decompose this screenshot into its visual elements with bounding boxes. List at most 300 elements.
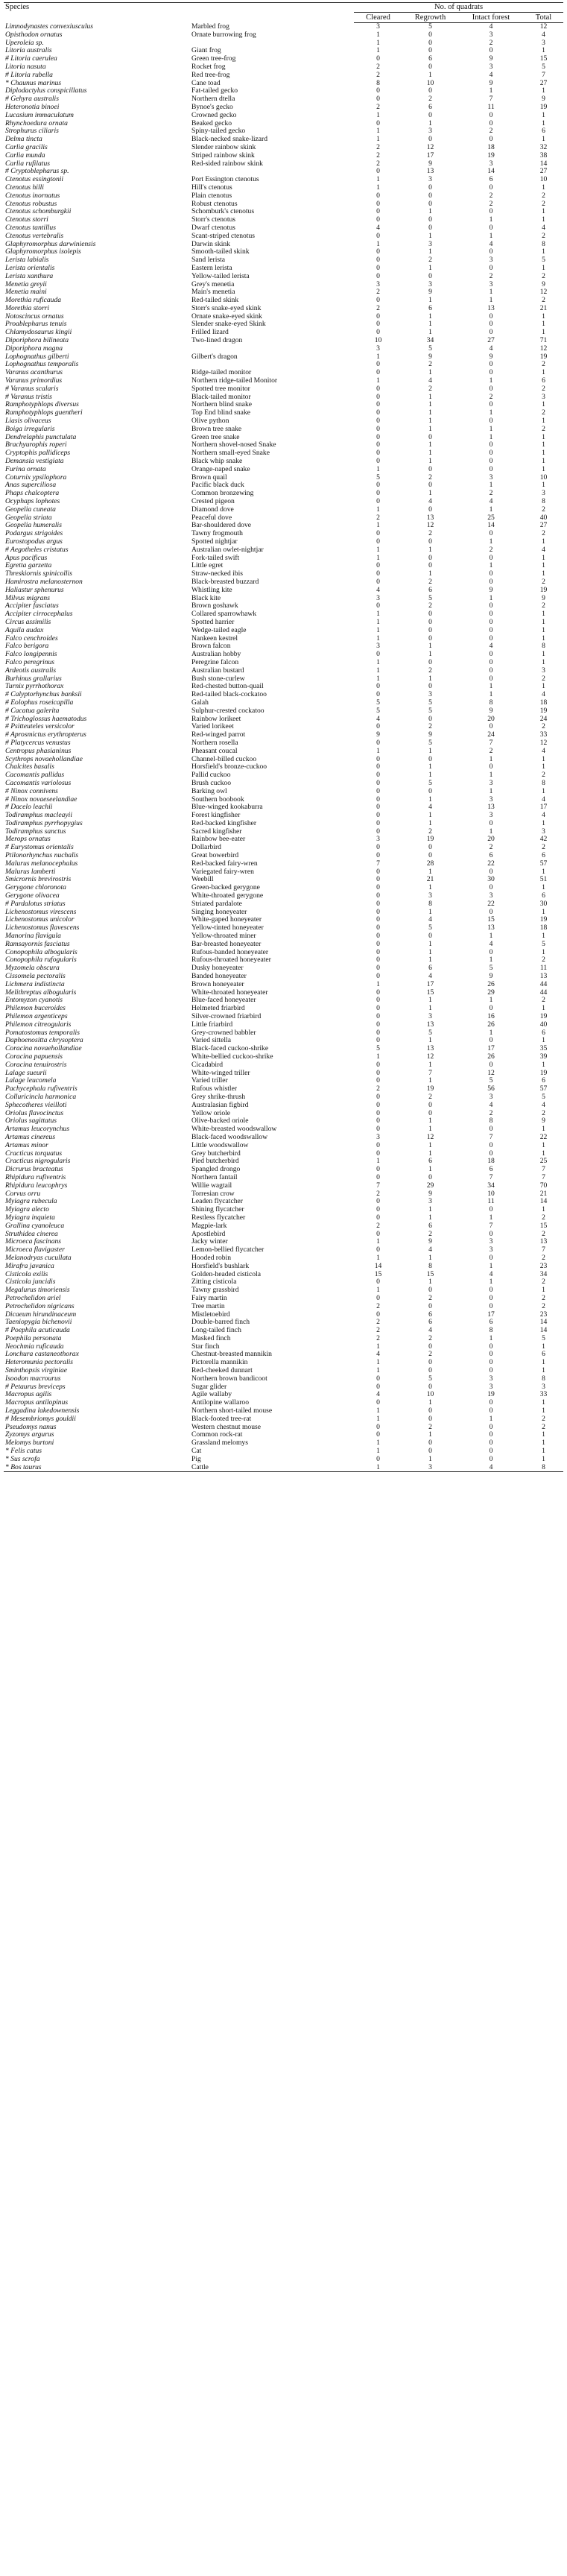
species-name: Dicaeum hirundinaceum [5, 1310, 77, 1319]
regrowth-count: 2 [428, 473, 432, 482]
cleared-count: 0 [376, 956, 380, 965]
common-name: Red-winged parrot [191, 731, 246, 739]
table-row [4, 1214, 563, 1222]
cleared-count: 0 [376, 1109, 380, 1117]
table-row [4, 1061, 563, 1070]
total-count: 2 [542, 1415, 545, 1423]
total-count: 13 [539, 973, 548, 981]
regrowth-count: 3 [428, 240, 432, 248]
regrowth-count: 0 [428, 634, 432, 643]
cleared-count: 1 [376, 1238, 380, 1246]
regrowth-count: 5 [428, 22, 432, 31]
intact-forest-count: 8 [489, 698, 493, 707]
species-name: Morethia ruficauda [5, 297, 62, 305]
common-name: Grey shrike-thrush [191, 1093, 246, 1101]
regrowth-count: 1 [428, 1077, 432, 1085]
intact-forest-count: 26 [487, 980, 495, 988]
total-count: 2 [542, 530, 545, 538]
table-row [4, 932, 563, 941]
cleared-count: 0 [376, 1278, 380, 1287]
cleared-count: 0 [376, 900, 380, 908]
cleared-count: 0 [376, 1198, 380, 1206]
intact-forest-count: 29 [487, 988, 495, 997]
cleared-count: 1 [376, 675, 380, 683]
regrowth-count: 1 [428, 1037, 432, 1045]
total-count: 8 [542, 240, 545, 248]
common-name: Forest kingfisher [191, 812, 241, 820]
table-row [4, 562, 563, 570]
total-count: 5 [542, 63, 545, 71]
intact-forest-count: 1 [489, 482, 493, 490]
regrowth-count: 1 [428, 997, 432, 1005]
total-count: 18 [539, 924, 548, 932]
table-row [4, 1093, 563, 1102]
table-row [4, 409, 563, 417]
common-name: Northern small-eyed Snake [191, 449, 270, 458]
common-name: Black kite [191, 594, 221, 602]
species-name: Menetia greyii [5, 280, 47, 288]
table-row [4, 578, 563, 587]
total-count: 12 [539, 739, 548, 747]
cleared-count: 0 [376, 948, 380, 956]
table-row [4, 1013, 563, 1021]
regrowth-count: 34 [426, 337, 434, 345]
table-row [4, 731, 563, 739]
total-count: 14 [539, 1198, 548, 1206]
cleared-count: 0 [376, 1455, 380, 1463]
common-name: Black-faced cuckoo-shrike [191, 1045, 269, 1053]
intact-forest-count: 0 [489, 1061, 493, 1069]
total-count: 1 [542, 1455, 545, 1463]
cleared-count: 3 [376, 280, 380, 288]
species-name: # Ninox novaeseelandiae [5, 795, 77, 804]
intact-forest-count: 0 [489, 1448, 493, 1456]
regrowth-count: 0 [428, 433, 432, 441]
regrowth-count: 9 [428, 160, 432, 168]
intact-forest-count: 13 [487, 924, 495, 932]
cleared-count: 0 [376, 997, 380, 1005]
regrowth-count: 2 [428, 827, 432, 836]
cleared-count: 1 [376, 1342, 380, 1351]
cleared-count: 1 [376, 31, 380, 39]
table-row [4, 329, 563, 337]
intact-forest-count: 15 [487, 916, 495, 924]
cleared-count: 1 [376, 610, 380, 619]
table-row [4, 965, 563, 973]
cleared-count: 0 [376, 482, 380, 490]
species-name: Ctenotus vertebralis [5, 232, 64, 240]
table-row [4, 659, 563, 667]
cleared-count: 0 [376, 988, 380, 997]
table-row [4, 72, 563, 80]
table-row [4, 844, 563, 852]
common-name: Zitting cisticola [191, 1278, 237, 1287]
cleared-count: 8 [376, 79, 380, 87]
cleared-count: 1 [376, 183, 380, 192]
total-count: 1 [542, 658, 545, 666]
species-name: Microeca fascinans [5, 1238, 62, 1246]
total-count: 1 [542, 441, 545, 449]
regrowth-count: 0 [428, 1367, 432, 1375]
intact-forest-count: 0 [489, 675, 493, 683]
common-name: Double-barred finch [191, 1319, 250, 1327]
intact-forest-count: 0 [489, 1287, 493, 1295]
common-name: Bynoe's gecko [191, 103, 233, 111]
table-row [4, 321, 563, 329]
common-name: Dusky honeyeater [191, 965, 244, 973]
cleared-count: 1 [376, 1439, 380, 1448]
intact-forest-count: 3 [489, 812, 493, 820]
species-name: Falco berigora [5, 643, 49, 651]
intact-forest-count: 1 [489, 997, 493, 1005]
cleared-count: 0 [376, 932, 380, 941]
total-count: 8 [542, 1374, 545, 1383]
common-name: Brown goshawk [191, 602, 238, 610]
cleared-count: 2 [376, 160, 380, 168]
table-row [4, 1303, 563, 1311]
table-row [4, 369, 563, 377]
intact-forest-count: 0 [489, 441, 493, 449]
species-name: Macropus antilopinus [5, 1399, 69, 1407]
cleared-count: 4 [376, 586, 380, 594]
cleared-count: 0 [376, 1126, 380, 1134]
common-name: Northern ridge-tailed Monitor [191, 377, 278, 385]
table-row [4, 426, 563, 434]
total-count: 2 [542, 1278, 545, 1287]
species-name: # Petaurus breviceps [5, 1383, 66, 1391]
table-row [4, 201, 563, 209]
cleared-count: 2 [376, 1334, 380, 1342]
cleared-count: 0 [376, 1230, 380, 1238]
intact-forest-count: 0 [489, 666, 493, 675]
regrowth-count: 1 [428, 763, 432, 771]
common-name: Grey's menetia [191, 280, 235, 288]
species-name: Todiramphus pyrrhopygius [5, 819, 83, 827]
total-count: 6 [542, 377, 545, 385]
cleared-count: 0 [376, 1213, 380, 1222]
common-name: Singing honeyeater [191, 908, 247, 916]
intact-forest-count: 1 [489, 1415, 493, 1423]
common-name: Varied sittella [191, 1037, 232, 1045]
regrowth-count: 5 [428, 698, 432, 707]
intact-forest-count: 0 [489, 819, 493, 827]
table-row [4, 1126, 563, 1134]
total-count: 5 [542, 1334, 545, 1342]
regrowth-count: 9 [428, 288, 432, 297]
regrowth-count: 0 [428, 1101, 432, 1109]
total-count: 1 [542, 482, 545, 490]
common-name: Shining flycatcher [191, 1206, 244, 1214]
common-name: Smooth-tailed skink [191, 248, 250, 256]
table-row [4, 1053, 563, 1061]
total-count: 2 [542, 425, 545, 433]
cleared-count: 0 [376, 771, 380, 780]
table-row [4, 1037, 563, 1045]
intact-forest-count: 1 [489, 683, 493, 691]
cleared-count: 2 [376, 1319, 380, 1327]
total-count: 1 [542, 458, 545, 466]
cleared-count: 0 [376, 264, 380, 272]
species-name: Ctenotus schomburgkii [5, 208, 72, 216]
table-row [4, 981, 563, 989]
regrowth-count: 2 [428, 530, 432, 538]
cleared-count: 0 [376, 1149, 380, 1158]
total-count: 1 [542, 884, 545, 892]
species-name: Zyzomys argurus [5, 1431, 54, 1439]
regrowth-count: 3 [428, 127, 432, 136]
species-name: Manorina flavigula [5, 932, 61, 941]
common-name: Sulphur-crested cockatoo [191, 707, 265, 715]
total-count: 5 [542, 256, 545, 265]
intact-forest-count: 0 [489, 1005, 493, 1013]
total-count: 6 [542, 852, 545, 860]
common-name: Cicadabird [191, 1061, 224, 1069]
total-count: 19 [539, 353, 548, 361]
common-name: Rocket frog [191, 63, 226, 71]
regrowth-column-header: Regrowth [402, 13, 458, 23]
cleared-count: 1 [376, 47, 380, 55]
table-row [4, 1319, 563, 1327]
regrowth-count: 1 [428, 1117, 432, 1126]
intact-forest-count: 0 [489, 1439, 493, 1448]
common-name: Dollarbird [191, 844, 221, 852]
regrowth-count: 0 [428, 183, 432, 192]
table-row [4, 466, 563, 474]
intact-forest-count: 19 [487, 1391, 495, 1399]
intact-forest-count: 1 [489, 1278, 493, 1287]
species-name: Philemon buceroides [5, 1005, 66, 1013]
total-count: 25 [539, 1158, 548, 1166]
table-row [4, 1174, 563, 1182]
table-row [4, 538, 563, 546]
species-name: Ctenotus essingtonii [5, 176, 64, 184]
cleared-count: 0 [376, 216, 380, 224]
total-count: 1 [542, 634, 545, 643]
species-name: Lucasium immaculatum [5, 111, 74, 119]
regrowth-count: 7 [428, 1069, 432, 1077]
table-row [4, 288, 563, 297]
intact-forest-count: 6 [489, 1166, 493, 1174]
intact-forest-count: 4 [489, 71, 493, 79]
cleared-count: 0 [376, 1310, 380, 1319]
cleared-count: 2 [376, 1302, 380, 1310]
table-row [4, 1263, 563, 1271]
species-name: Mirafra javanica [5, 1262, 54, 1270]
common-name: Straw-necked ibis [191, 570, 244, 578]
table-row [4, 95, 563, 104]
cleared-count: 2 [376, 71, 380, 79]
total-count: 2 [542, 297, 545, 305]
cleared-count: 1 [376, 747, 380, 755]
species-name: Daphoenositta chrysoptera [5, 1037, 83, 1045]
common-name: Cattle [190, 1464, 354, 1472]
common-name: Chestnut-breasted mannikin [191, 1351, 272, 1359]
total-count: 2 [542, 232, 545, 240]
cleared-count: 2 [376, 151, 380, 160]
cleared-count: 0 [376, 844, 380, 852]
table-row [4, 1335, 563, 1343]
species-name: Anas superciliosa [5, 482, 57, 490]
regrowth-count: 5 [428, 779, 432, 787]
common-name: Red-sided rainbow skink [191, 160, 263, 168]
cleared-count: 0 [376, 1294, 380, 1302]
species-name: Artamus leucorynchus [5, 1126, 70, 1134]
common-name: Great bowerbird [191, 852, 239, 860]
intact-forest-count: 0 [489, 1455, 493, 1463]
species-name: Melithreptus albogularis [5, 988, 77, 997]
cleared-count: 1 [376, 1254, 380, 1262]
cleared-count: 0 [376, 401, 380, 409]
common-name: Galah [191, 698, 209, 707]
table-row [4, 127, 563, 136]
common-name: Wedge-tailed eagle [191, 626, 247, 634]
total-count: 1 [542, 312, 545, 321]
species-name: Accipiter fasciatus [5, 602, 59, 610]
species-name: Aquila audax [5, 626, 44, 634]
species-name: # Aegotheles cristatus [5, 546, 69, 554]
species-name: # Cryptoblepharus sp. [5, 168, 69, 176]
table-row [4, 675, 563, 684]
total-count: 27 [539, 522, 548, 530]
species-name: Pachycephala rufiventris [5, 1085, 77, 1093]
total-count: 14 [539, 160, 548, 168]
total-count: 2 [542, 1254, 545, 1262]
regrowth-count: 12 [426, 1053, 434, 1061]
table-row [4, 651, 563, 659]
table-row [4, 490, 563, 498]
regrowth-count: 0 [428, 1415, 432, 1423]
regrowth-count: 0 [428, 610, 432, 619]
species-name: Diporiphora magna [5, 344, 63, 353]
total-count: 8 [542, 779, 545, 787]
common-name: Main's menetia [191, 288, 235, 297]
species-name: Uperoleia sp. [5, 39, 44, 47]
common-name: Agile wallaby [191, 1391, 232, 1399]
total-count: 1 [542, 1342, 545, 1351]
intact-forest-count: 4 [489, 22, 493, 31]
intact-forest-count: 17 [487, 1310, 495, 1319]
total-count: 19 [539, 707, 548, 715]
total-count: 15 [539, 1222, 548, 1230]
species-name: # Mesembriomys gouldii [5, 1415, 76, 1423]
table-row [4, 160, 563, 168]
table-row [4, 820, 563, 828]
common-name: Robust ctenotus [191, 200, 238, 208]
cleared-count: 0 [376, 1101, 380, 1109]
total-count: 1 [542, 208, 545, 216]
regrowth-count: 10 [426, 79, 434, 87]
table-row [4, 385, 563, 394]
table-row [4, 506, 563, 514]
intact-forest-count: 7 [489, 95, 493, 104]
regrowth-count: 1 [428, 651, 432, 659]
table-row [4, 1158, 563, 1166]
cleared-count: 0 [376, 868, 380, 876]
intact-forest-count: 0 [489, 1037, 493, 1045]
table-row [4, 184, 563, 192]
species-name: Accipiter cirrocephalus [5, 610, 73, 619]
intact-forest-count: 2 [489, 39, 493, 47]
regrowth-count: 1 [428, 812, 432, 820]
common-name: Australian hobby [191, 651, 241, 659]
regrowth-count: 3 [428, 892, 432, 900]
species-column-header: Species [4, 3, 190, 23]
regrowth-count: 2 [428, 578, 432, 586]
total-count: 33 [539, 731, 548, 739]
species-name: Sphecotheres vieilloti [5, 1101, 67, 1109]
common-name: Yellow-tailed lerista [191, 272, 250, 280]
common-name: Nankeen kestrel [191, 634, 238, 643]
species-name: Centropus phasianinus [5, 747, 72, 755]
table-row [4, 1238, 563, 1246]
species-name: Dendrelaphis punctulata [5, 433, 77, 441]
common-name: Channel-billed cuckoo [191, 755, 257, 763]
total-count: 1 [542, 111, 545, 119]
common-name: Tawny frogmouth [191, 530, 243, 538]
common-name: Rufous-throated honeyeater [191, 956, 271, 965]
species-name: Apus pacificus [5, 554, 48, 562]
regrowth-count: 0 [428, 1287, 432, 1295]
table-row [4, 1102, 563, 1110]
table-row [4, 281, 563, 289]
common-name: Spiny-tailed gecko [191, 127, 246, 136]
total-count: 5 [542, 1093, 545, 1101]
cleared-count: 0 [376, 1383, 380, 1391]
table-row [4, 570, 563, 578]
species-name: Coracina papuensis [5, 1053, 63, 1061]
table-row [4, 804, 563, 812]
species-name: Dicrurus bracteatus [5, 1166, 63, 1174]
regrowth-count: 3 [428, 1198, 432, 1206]
common-name: White-breasted woodswallow [191, 1126, 277, 1134]
species-name: Sminthopsis virginiae [5, 1367, 68, 1375]
cleared-count: 0 [376, 651, 380, 659]
common-name: Yellow oriole [191, 1109, 231, 1117]
species-name: * Felis catus [5, 1448, 42, 1456]
intact-forest-count: 0 [489, 578, 493, 586]
total-count: 4 [542, 31, 545, 39]
intact-forest-count: 0 [489, 385, 493, 393]
intact-forest-count: 6 [489, 1319, 493, 1327]
common-name: Ornate snake-eyed skink [191, 312, 262, 321]
total-count: 1 [542, 47, 545, 55]
intact-forest-count: 56 [487, 1085, 495, 1093]
intact-forest-count: 0 [489, 1126, 493, 1134]
species-name: Petrochelidon nigricans [5, 1302, 75, 1310]
species-name: Ctenotus hilli [5, 183, 44, 192]
total-count: 1 [542, 651, 545, 659]
table-row [4, 23, 563, 31]
species-name: Glaphyromorphus isolepis [5, 248, 81, 256]
table-row [4, 1367, 563, 1375]
cleared-count: 0 [376, 755, 380, 763]
intact-forest-count: 0 [489, 369, 493, 377]
cleared-count: 0 [376, 924, 380, 932]
intact-forest-count: 0 [489, 312, 493, 321]
table-row [4, 707, 563, 716]
cleared-count: 0 [376, 1020, 380, 1029]
cleared-count: 2 [376, 1085, 380, 1093]
species-name: * Sus scrofa [5, 1455, 40, 1463]
total-count: 7 [542, 1166, 545, 1174]
total-count: 1 [542, 401, 545, 409]
regrowth-count: 1 [428, 884, 432, 892]
regrowth-count: 5 [428, 707, 432, 715]
total-count: 42 [539, 836, 548, 844]
common-name: Black-breasted buzzard [191, 578, 259, 586]
regrowth-count: 4 [428, 973, 432, 981]
species-name: Glaphyromorphus darwiniensis [5, 240, 96, 248]
